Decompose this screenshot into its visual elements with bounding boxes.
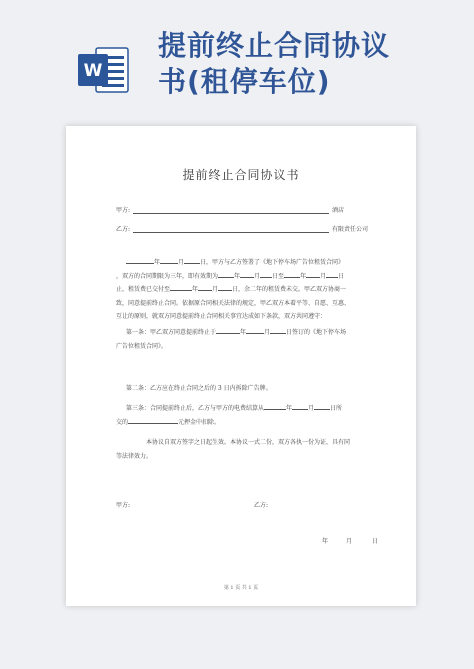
text: 月 bbox=[308, 405, 315, 412]
date-day-label: 日 bbox=[372, 538, 379, 545]
party-a-signature-label: 甲方: bbox=[116, 502, 131, 509]
blank[interactable] bbox=[326, 271, 338, 278]
intro-paragraph bbox=[116, 256, 378, 324]
text: 交的 bbox=[116, 418, 129, 426]
party-a-row bbox=[116, 205, 378, 214]
text: 元押金中扣除。 bbox=[178, 418, 221, 426]
intro-line-5: 互让的原则，就双方同意提前终止合同相关事宜达成如下条款，双方共同遵守： bbox=[116, 313, 327, 321]
blank[interactable] bbox=[184, 257, 200, 264]
blank[interactable] bbox=[284, 271, 300, 278]
date-year-label: 年 bbox=[322, 538, 329, 545]
title-line-2: 书(租停车位) bbox=[158, 65, 331, 98]
document-page bbox=[66, 126, 416, 606]
blank[interactable] bbox=[314, 403, 330, 410]
page-title bbox=[158, 28, 458, 100]
text: 年 bbox=[154, 259, 161, 266]
blank[interactable] bbox=[306, 271, 320, 278]
text: 日 bbox=[338, 272, 345, 280]
blank[interactable] bbox=[160, 257, 178, 264]
microsoft-word-icon bbox=[76, 42, 132, 98]
clause-1-end: 广告位租赁合同》。 bbox=[116, 342, 168, 350]
blank[interactable] bbox=[246, 327, 264, 334]
party-b-label: 乙方: bbox=[116, 226, 131, 233]
blank[interactable] bbox=[292, 403, 308, 410]
text: 第一条：甲乙双方同意提前终止于 bbox=[126, 329, 217, 336]
document-title: 提前终止合同协议书 bbox=[182, 168, 300, 182]
text: 日签订的《地下停车场 bbox=[286, 329, 347, 336]
blank[interactable] bbox=[128, 417, 178, 424]
blank[interactable] bbox=[218, 284, 232, 291]
text: 年 bbox=[286, 405, 293, 412]
svg-text:W: W bbox=[83, 61, 103, 81]
page-footer: 第 1 页 共 1 页 bbox=[223, 585, 259, 591]
text: 第三条：合同提前终止后，乙方与甲方的电费结算从 bbox=[126, 405, 265, 412]
closing-line-1: 本协议自双方签字之日起生效。本协议一式二份，双方各执一份为证，具有同 bbox=[146, 439, 351, 446]
party-a-suffix: 酒店 bbox=[332, 207, 345, 214]
text: 月 bbox=[320, 272, 327, 280]
blank[interactable] bbox=[216, 327, 240, 334]
text: 日所 bbox=[330, 405, 343, 412]
clause-3 bbox=[116, 402, 378, 429]
text: 日，甲方与乙方签署了《地下停车场广告位租赁合同》 bbox=[200, 259, 345, 266]
blank[interactable] bbox=[240, 271, 254, 278]
text: 年 bbox=[192, 286, 199, 294]
clause-2: 第二条：乙方应在终止合同之后的 3 日内拆除广告牌。 bbox=[126, 385, 272, 392]
closing-paragraph bbox=[116, 436, 378, 463]
text: 月 bbox=[178, 259, 185, 266]
party-a-label: 甲方: bbox=[116, 207, 131, 214]
header-banner bbox=[0, 0, 474, 120]
party-b-row bbox=[116, 224, 378, 233]
closing-line-2: 等法律效力。 bbox=[116, 452, 153, 460]
text: ，双方的合同期限为三年，即有效期为 bbox=[116, 272, 219, 280]
text: 日至 bbox=[272, 272, 285, 280]
blank[interactable] bbox=[126, 257, 154, 264]
text: 年 bbox=[240, 329, 247, 336]
text: 月 bbox=[264, 329, 271, 336]
party-b-suffix: 有限责任公司 bbox=[332, 226, 369, 233]
blank[interactable] bbox=[218, 271, 234, 278]
party-a-blank[interactable] bbox=[133, 207, 329, 214]
text: 日，余二年的租赁费未交。甲乙双方协商一 bbox=[232, 286, 347, 294]
intro-line-4: 致，同意提前终止合同。依据原合同相关法律的规定，甲乙双方本着平等、自愿、互惠、 bbox=[116, 299, 351, 307]
title-line-1: 提前终止合同协议 bbox=[158, 29, 391, 62]
blank[interactable] bbox=[264, 403, 286, 410]
text: 月 bbox=[212, 286, 219, 294]
blank[interactable] bbox=[198, 284, 212, 291]
party-b-signature-label: 乙方: bbox=[254, 502, 269, 509]
text: 年 bbox=[234, 272, 241, 280]
text: 止，租赁费已交付至 bbox=[116, 286, 171, 294]
clause-1 bbox=[116, 326, 378, 353]
date-month-label: 月 bbox=[346, 538, 353, 545]
blank[interactable] bbox=[270, 327, 286, 334]
text: 月 bbox=[254, 272, 261, 280]
blank[interactable] bbox=[170, 284, 192, 291]
blank[interactable] bbox=[260, 271, 272, 278]
text: 年 bbox=[300, 272, 307, 280]
party-b-blank[interactable] bbox=[133, 226, 329, 233]
